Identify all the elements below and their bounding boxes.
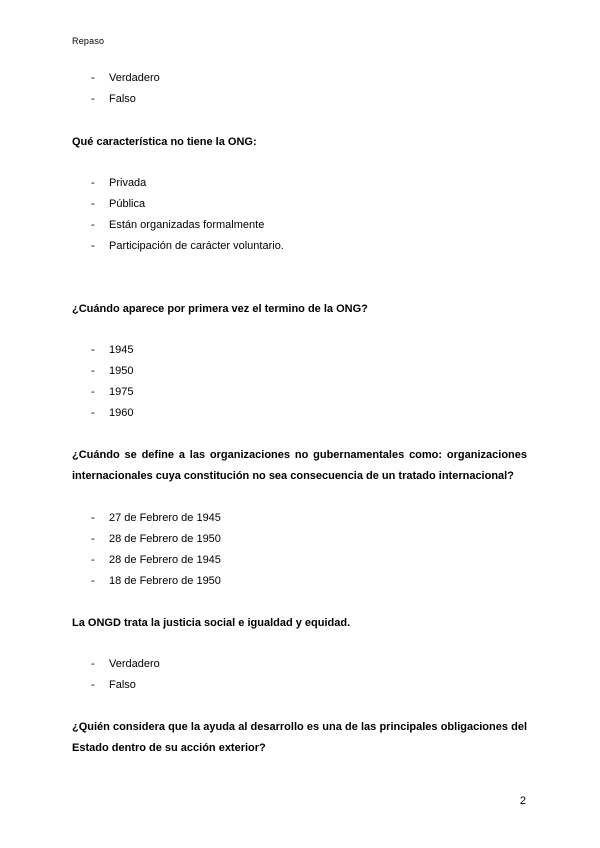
question-1: Qué característica no tiene la ONG: (72, 136, 257, 148)
list-dash: - (91, 198, 95, 210)
question-4: La ONGD trata la justicia social e igualdad y equidad. (72, 617, 351, 629)
option-text: 1975 (109, 386, 134, 398)
question-3: ¿Cuándo se define a las organizaciones no gubernamentales como: organizaciones internacionales cuya constitución no sea consecuencia de un tratado internacional? (72, 449, 527, 482)
option-text: Falso (109, 93, 136, 105)
option-text: Están organizadas formalmente (109, 219, 265, 231)
running-header: Repaso (72, 36, 105, 46)
option-text: Privada (109, 177, 147, 189)
list-dash: - (91, 512, 95, 524)
question-5: ¿Quién considera que la ayuda al desarrollo es una de las principales obligaciones del Estado dentro de su acción exterior? (72, 721, 527, 754)
list-dash: - (91, 93, 95, 105)
list-dash: - (91, 177, 95, 189)
list-dash: - (91, 72, 95, 84)
list-dash: - (91, 240, 95, 252)
option-text: Pública (109, 198, 146, 210)
option-text: 1945 (109, 344, 134, 356)
question-2: ¿Cuándo aparece por primera vez el termino de la ONG? (72, 303, 368, 315)
option-text: Falso (109, 679, 136, 691)
list-dash: - (91, 386, 95, 398)
option-text: 18 de Febrero de 1950 (109, 575, 221, 587)
page-number: 2 (519, 795, 526, 807)
list-dash: - (91, 554, 95, 566)
option-text: 1960 (109, 407, 134, 419)
list-dash: - (91, 407, 95, 419)
list-dash: - (91, 365, 95, 377)
list-dash: - (91, 575, 95, 587)
list-dash: - (91, 533, 95, 545)
list-dash: - (91, 219, 95, 231)
option-text: 27 de Febrero de 1945 (109, 512, 221, 524)
option-text: Participación de carácter voluntario. (109, 240, 284, 252)
option-text: 28 de Febrero de 1945 (109, 554, 221, 566)
list-dash: - (91, 658, 95, 670)
list-dash: - (91, 679, 95, 691)
option-text: 28 de Febrero de 1950 (109, 533, 221, 545)
option-text: Verdadero (109, 72, 160, 84)
list-dash: - (91, 344, 95, 356)
option-text: 1950 (109, 365, 134, 377)
option-text: Verdadero (109, 658, 160, 670)
